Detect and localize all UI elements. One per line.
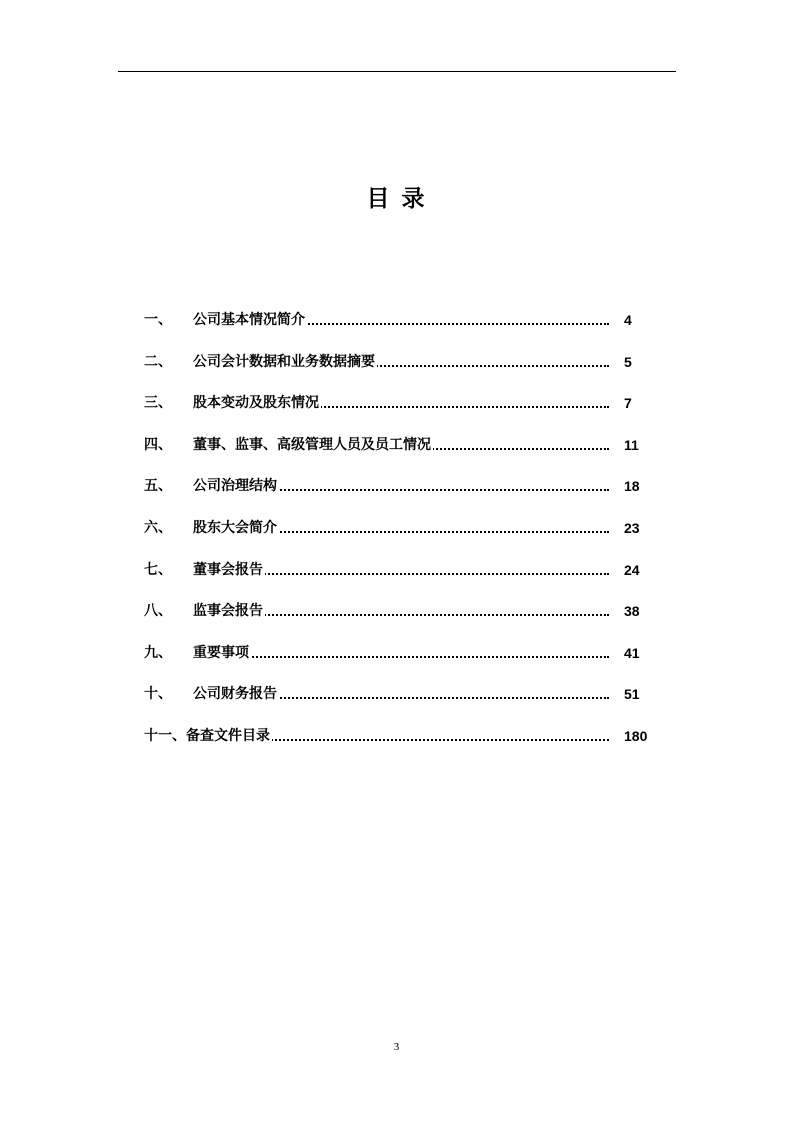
toc-entry-page: 24: [624, 561, 640, 578]
page-number: 3: [393, 1041, 400, 1053]
toc-entry[interactable]: [144, 599, 656, 641]
toc-entry-title: 董事、监事、高级管理人员及员工情况: [193, 436, 431, 453]
toc-entry-number: 六、: [144, 519, 172, 536]
toc-entry-number: 一、: [144, 312, 172, 328]
toc-entry[interactable]: [144, 391, 656, 433]
toc-entry[interactable]: [144, 724, 656, 766]
toc-entry[interactable]: [144, 308, 656, 350]
toc-entry-title: 公司财务报告: [193, 686, 277, 703]
toc-entry-number: 四、: [144, 436, 172, 453]
toc-entry-number: 七、: [144, 561, 172, 578]
toc-entry-title: 重要事项: [193, 644, 249, 661]
toc-entry-number: 八、: [144, 603, 172, 620]
toc-entry[interactable]: [144, 682, 656, 724]
toc-entry-body: [193, 682, 609, 706]
toc-entry-number: 二、: [144, 353, 172, 370]
toc-entry-page: 23: [624, 519, 640, 536]
toc-entry-number: 十、: [144, 686, 172, 703]
toc-entry-number: 三、: [144, 395, 172, 412]
toc-entry-body: [193, 558, 609, 582]
toc-entry-page: 18: [624, 478, 640, 495]
toc-entry-title: 股本变动及股东情况: [193, 395, 319, 412]
toc-entry-title: 监事会报告: [193, 603, 263, 620]
toc-entry-page: 4: [624, 312, 632, 328]
toc-entry[interactable]: [144, 433, 656, 475]
toc-entry[interactable]: [144, 516, 656, 558]
toc-entry-body: [193, 433, 609, 457]
toc-entry[interactable]: [144, 641, 656, 683]
toc-entry-title: 公司治理结构: [193, 478, 277, 495]
toc-entry[interactable]: [144, 558, 656, 600]
page-title: 目 录: [366, 186, 427, 212]
toc-entry-page: 41: [624, 644, 640, 661]
toc-entry-page: 38: [624, 603, 640, 620]
toc-entry-number: 五、: [144, 478, 172, 495]
toc-entry[interactable]: [144, 350, 656, 392]
toc-entry-page: 7: [624, 395, 632, 412]
toc-entry-body: [193, 516, 609, 540]
table-of-contents: [144, 308, 656, 766]
toc-entry-number: 九、: [144, 644, 172, 661]
toc-dot-leader: [193, 656, 609, 658]
toc-entry-page: 5: [624, 353, 632, 370]
toc-entry-title: 十一、备查文件目录: [144, 727, 270, 744]
toc-entry-body: [193, 308, 609, 332]
toc-entry[interactable]: [144, 474, 656, 516]
toc-entry-body: [144, 724, 609, 748]
toc-entry-page: 51: [624, 686, 640, 703]
toc-entry-title: 公司会计数据和业务数据摘要: [193, 353, 375, 370]
toc-entry-body: [193, 474, 609, 498]
toc-entry-title: 股东大会简介: [193, 519, 277, 536]
toc-entry-title: 公司基本情况简介: [193, 312, 305, 328]
toc-entry-body: [193, 599, 609, 623]
toc-entry-page: 180: [624, 727, 648, 744]
header-rule: [118, 71, 676, 72]
toc-entry-body: [193, 641, 609, 665]
toc-entry-body: [193, 391, 609, 415]
toc-entry-title: 董事会报告: [193, 561, 263, 578]
toc-entry-body: [193, 350, 609, 374]
toc-entry-page: 11: [624, 436, 639, 453]
